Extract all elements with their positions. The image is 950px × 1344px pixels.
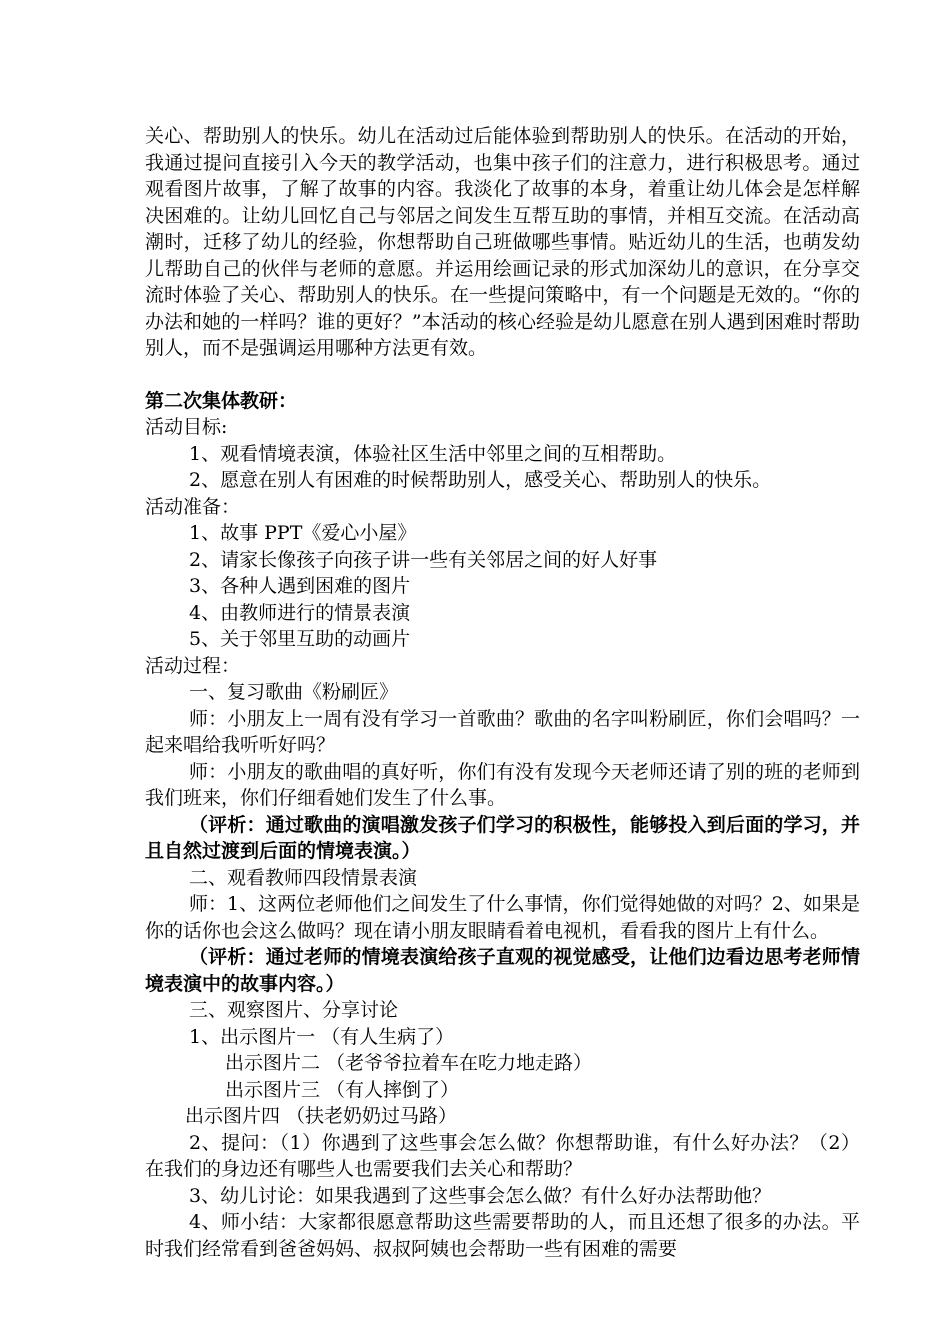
prep-item: 5、关于邻里互助的动画片 (189, 628, 411, 650)
goal-item: 2、愿意在别人有困难的时候帮助别人，感受关心、帮助别人的快乐。 (189, 469, 772, 491)
section-heading: 第二次集体教研： (145, 389, 298, 412)
process-label: 活动过程： (145, 654, 241, 677)
picture-item: 1、出示图片一 （有人生病了） (189, 1025, 455, 1048)
summary-line: 4、师小结：大家都很愿意帮助这些需要帮助的人，而且还想了很多的办法。平时我们经常看到爸爸妈妈、叔叔阿姨也会帮助一些有困难的需要 (145, 1211, 860, 1260)
paragraph-gap (145, 362, 860, 388)
picture-item: 出示图片四 （扶老奶奶过马路） (185, 1105, 458, 1127)
document-body (145, 123, 860, 1262)
question-line: 2、提问：（1）你遇到了这些事会怎么做？你想帮助谁，有什么好办法？（2） 在我们的身边还有哪些人也需要我们去关心和帮助？ (145, 1131, 860, 1180)
step-heading: 二、观看教师四段情景表演 (189, 866, 418, 889)
prep-item: 3、各种人遇到困难的图片 (189, 575, 411, 597)
step-heading: 三、观察图片、分享讨论 (189, 999, 399, 1021)
goals-label: 活动目标: (145, 416, 228, 438)
commentary: （评析：通过歌曲的演唱激发孩子们学习的积极性，能够投入到后面的学习，并且自然过渡到后面的情境表演。） (145, 813, 860, 862)
step-heading: 一、复习歌曲《粉刷匠》 (189, 681, 399, 703)
commentary: （评析：通过老师的情境表演给孩子直观的视觉感受，让他们边看边思考老师情境表演中的故事内容。） (145, 946, 860, 995)
picture-item: 出示图片二 （老爷爷拉着车在吃力地走路） (225, 1052, 593, 1074)
prep-item: 2、请家长像孩子向孩子讲一些有关邻居之间的好人好事 (189, 548, 658, 571)
intro-paragraph: 关心、帮助别人的快乐。幼儿在活动过后能体验到帮助别人的快乐。在活动的开始，我通过提问直接引入今天的教学活动，也集中孩子们的注意力，进行积极思考。通过观看图片故事，了解了故事的内容。我淡化了故事的本身，着重让幼儿体会是怎样解决困难的。让幼儿回忆自己与邻居之间发生互帮互助的事情，并相互交流。在活动高潮时，迁移了幼儿的经验，你想帮助自己班做哪些事情。贴近幼儿的生活，也萌发幼儿帮助自己的伙伴与老师的意愿。并运用绘画记录的形式加深幼儿的意识，在分享交流时体验了关心、帮助别人的快乐。在一些提问策略中，有一个问题是无效的。“你的办法和她的一样吗？谁的更好？”本活动的核心经验是幼儿愿意在别人遇到困难时帮助别人，而不是强调运用哪种方法更有效。 (145, 125, 860, 359)
discussion-line: 3、幼儿讨论：如果我遇到了这些事会怎么做？有什么好办法帮助他？ (189, 1184, 772, 1207)
teacher-line: 师：1、这两位老师他们之间发生了什么事情，你们觉得她做的对吗？2、如果是你的话你也会这么做吗？现在请小朋友眼睛看着电视机，看看我的图片上有什么。 (145, 893, 860, 942)
teacher-line: 师：小朋友的歌曲唱的真好听，你们有没有发现今天老师还请了别的班的老师到我们班来，你们仔细看她们发生了什么事。 (145, 760, 860, 809)
picture-item: 出示图片三 （有人摔倒了） (225, 1078, 460, 1101)
prep-item: 4、由教师进行的情景表演 (189, 601, 411, 624)
teacher-line: 师：小朋友上一周有没有学习一首歌曲？歌曲的名字叫粉刷匠，你们会唱吗？一起来唱给我听听好吗？ (145, 707, 860, 756)
prep-item: 1、故事 PPT《爱心小屋》 (189, 522, 417, 544)
goal-item: 1、观看情境表演，体验社区生活中邻里之间的互相帮助。 (189, 442, 677, 465)
prep-label: 活动准备： (145, 495, 241, 518)
